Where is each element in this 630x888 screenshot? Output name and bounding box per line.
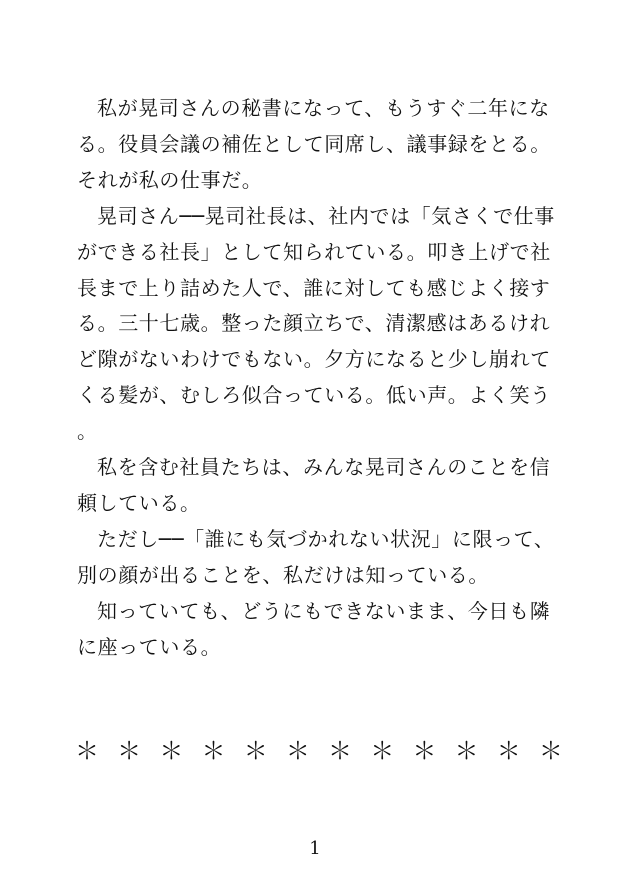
- separator-asterisk: ＊: [370, 736, 395, 765]
- paragraph-1: 私が晃司さんの秘書になって、もうすぐ二年になる。役員会議の補佐として同席し、議事録をとる。それが私の仕事だ。: [77, 96, 551, 192]
- paragraph-2: 晃司さん──晃司社長は、社内では「気さくで仕事ができる社長」として知られている。叩き上げで社長まで上り詰めた人で、誰に対しても感じよく接する。三十七歳。整った顔立ちで、清潔感はあるけれど隙がないわけでもない。夕方になると少し崩れてくる髪が、むしろ似合っている。低い声。よく笑う。: [77, 203, 555, 444]
- separator-asterisk: ＊: [201, 736, 226, 765]
- section-separator: [74, 728, 564, 768]
- separator-asterisk: ＊: [538, 736, 563, 765]
- separator-asterisk: ＊: [243, 736, 268, 765]
- separator-asterisk: ＊: [75, 736, 99, 765]
- paragraph-3: 私を含む社員たちは、みんな晃司さんのことを信頼している。: [77, 455, 551, 515]
- separator-asterisk: ＊: [454, 736, 479, 765]
- separator-asterisk: ＊: [285, 736, 310, 765]
- paragraph-4: ただし──「誰にも気づかれない状況」に限って、別の顔が出ることを、私だけは知っている。: [77, 526, 555, 587]
- separator-asterisk: ＊: [117, 736, 142, 765]
- page-number: 1: [309, 838, 321, 859]
- separator-asterisk: ＊: [412, 736, 437, 765]
- paragraph-5: 知っていても、どうにもできないまま、今日も隣に座っている。: [77, 598, 551, 659]
- body-text: [77, 91, 557, 666]
- separator-asterisk: ＊: [159, 736, 184, 765]
- separator-asterisk: ＊: [328, 736, 353, 765]
- separator-asterisk: ＊: [496, 736, 521, 765]
